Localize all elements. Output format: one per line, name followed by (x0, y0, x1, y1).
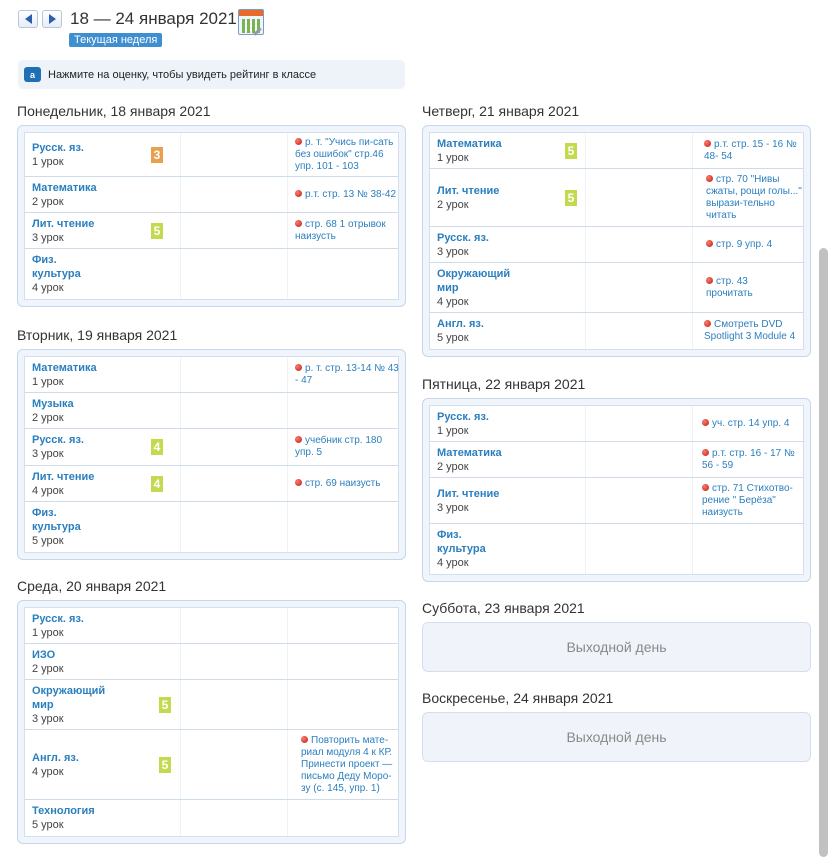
lesson-row (25, 249, 398, 299)
day-title: Понедельник, 18 января 2021 (17, 103, 211, 119)
arrow-right-icon (49, 14, 56, 24)
lesson-number: 1 урок (32, 626, 64, 639)
subject-link[interactable]: Математика (437, 446, 502, 459)
homework-dot-icon (706, 240, 713, 247)
subject-link[interactable]: Русск. яз. (32, 141, 84, 154)
homework-link[interactable]: стр. 70 "Нивы сжаты, рощи голы..." вырази-тельно читать (706, 173, 802, 221)
homework-dot-icon (295, 220, 302, 227)
homework-link[interactable]: стр. 69 наизусть (295, 478, 400, 490)
lessons-box (422, 125, 811, 357)
rating-hint-banner (18, 60, 405, 89)
lesson-number: 3 урок (32, 448, 64, 460)
subject-link[interactable]: Русск. яз. (32, 434, 84, 446)
lesson-row (25, 730, 398, 800)
calendar-icon[interactable] (238, 9, 264, 35)
lesson-number: 2 урок (32, 411, 64, 424)
lesson-number: 1 урок (32, 375, 64, 388)
lesson-row (430, 169, 803, 227)
subject-link[interactable]: Математика (437, 137, 502, 150)
lesson-row (25, 680, 398, 730)
lesson-row (25, 466, 398, 502)
subject-link[interactable]: Русск. яз. (32, 612, 84, 625)
day-off-box: Выходной день (422, 622, 811, 672)
lesson-number: 4 урок (437, 557, 469, 569)
day-saturday (422, 598, 811, 672)
subject-link[interactable]: Лит. чтение (437, 184, 500, 197)
homework-dot-icon (295, 479, 302, 486)
homework-dot-icon (706, 175, 713, 182)
lesson-number: 2 урок (437, 460, 469, 473)
homework-dot-icon (295, 436, 302, 443)
lesson-row (25, 177, 398, 213)
week-range-title: 18 — 24 января 2021 (70, 9, 237, 28)
next-week-button[interactable] (42, 10, 62, 28)
homework-link[interactable]: р.т. стр. 15 - 16 № 48- 54 (704, 138, 797, 162)
lesson-row (25, 502, 398, 552)
homework-dot-icon (704, 140, 711, 147)
homework-link[interactable]: стр. 68 1 отрывок наизусть (295, 218, 386, 242)
subject-link[interactable]: Англ. яз. (32, 751, 79, 764)
subject-link[interactable]: Лит. чтение (32, 470, 95, 483)
subject-link[interactable]: Англ. яз. (437, 318, 484, 330)
lesson-number: 4 урок (32, 282, 64, 294)
grade-mark[interactable]: 4 (151, 476, 163, 492)
homework-link[interactable]: р. т. стр. 13-14 № 43 - 47 (295, 362, 399, 386)
subject-link[interactable]: Физ. культура (437, 529, 486, 555)
subject-link[interactable]: Русск. яз. (437, 231, 489, 244)
subject-link[interactable]: Технология (32, 805, 95, 817)
lessons-box (17, 125, 406, 307)
day-monday (17, 101, 406, 307)
day-tuesday (17, 325, 406, 560)
lesson-row (430, 442, 803, 478)
app-logo-icon: a (24, 67, 41, 82)
lesson-row (25, 429, 398, 466)
lesson-row (430, 406, 803, 442)
lessons-box (17, 349, 406, 560)
lesson-number: 3 урок (32, 712, 64, 725)
lessons-box (422, 398, 811, 582)
day-title: Пятница, 22 января 2021 (422, 376, 586, 392)
subject-link[interactable]: Окружающий мир (437, 267, 511, 294)
homework-dot-icon (702, 419, 709, 426)
current-week-badge[interactable]: Текущая неделя (69, 33, 162, 47)
subject-link[interactable]: Русск. яз. (437, 410, 489, 423)
day-title: Суббота, 23 января 2021 (422, 600, 585, 616)
homework-dot-icon (295, 190, 302, 197)
rating-hint-text: Нажмите на оценку, чтобы увидеть рейтинг в классе (48, 68, 317, 81)
grade-mark[interactable]: 4 (151, 439, 163, 455)
day-title: Четверг, 21 января 2021 (422, 103, 580, 119)
lesson-row (25, 133, 398, 177)
lesson-row (25, 800, 398, 836)
subject-link[interactable]: Физ. культура (32, 254, 81, 280)
day-friday (422, 374, 811, 582)
homework-link[interactable]: стр. 43 прочитать (706, 275, 753, 299)
grade-mark[interactable]: 5 (159, 757, 171, 773)
lesson-number: 2 урок (32, 195, 64, 208)
lesson-number: 2 урок (32, 662, 64, 675)
day-title: Среда, 20 января 2021 (17, 578, 167, 594)
homework-dot-icon (295, 364, 302, 371)
grade-mark[interactable]: 5 (151, 223, 163, 239)
homework-link[interactable]: стр. 71 Стихотво-рение " Берёза" наизусть (702, 482, 793, 518)
lesson-number: 4 урок (32, 765, 64, 778)
homework-link[interactable]: р.т. стр. 16 - 17 № 56 - 59 (702, 447, 795, 471)
subject-link[interactable]: Математика (32, 361, 97, 374)
lesson-row (430, 227, 803, 263)
subject-link[interactable]: Музыка (32, 397, 74, 410)
grade-mark[interactable]: 5 (565, 143, 577, 159)
homework-link[interactable]: стр. 9 упр. 4 (706, 239, 806, 251)
lesson-row (25, 213, 398, 249)
lesson-row (430, 478, 803, 524)
homework-link[interactable]: Повторить мате-риал модуля 4 к КР. Принести проект — письмо Деду Моро-зу (с. 145, упр. 1) (301, 734, 393, 794)
lesson-number: 2 урок (437, 198, 469, 211)
lesson-number: 4 урок (437, 295, 469, 308)
grade-mark[interactable]: 5 (159, 697, 171, 713)
homework-link[interactable]: учебник стр. 180 упр. 5 (295, 435, 383, 458)
lesson-number: 1 урок (32, 155, 64, 168)
homework-dot-icon (706, 277, 713, 284)
grade-mark[interactable]: 5 (565, 190, 577, 206)
scrollbar[interactable] (819, 248, 828, 857)
homework-link[interactable]: Смотреть DVD Spotlight 3 Module 4 (704, 319, 796, 342)
lesson-row (25, 357, 398, 393)
lesson-number: 1 урок (437, 424, 469, 437)
grade-mark[interactable]: 3 (151, 147, 163, 163)
day-thursday (422, 101, 811, 357)
subject-link[interactable]: Лит. чтение (32, 217, 95, 230)
homework-dot-icon (704, 320, 711, 327)
day-wednesday (17, 576, 406, 844)
lesson-row (430, 524, 803, 574)
subject-link[interactable]: ИЗО (32, 648, 56, 661)
lesson-number: 5 урок (437, 332, 469, 344)
lesson-number: 3 урок (437, 501, 469, 514)
lesson-row (430, 313, 803, 349)
subject-link[interactable]: Математика (32, 181, 97, 194)
homework-dot-icon (301, 736, 308, 743)
subject-link[interactable]: Физ. культура (32, 507, 81, 533)
lesson-row (25, 608, 398, 644)
homework-dot-icon (702, 449, 709, 456)
homework-link[interactable]: уч. стр. 14 упр. 4 (702, 418, 802, 430)
lesson-number: 4 урок (32, 484, 64, 497)
subject-link[interactable]: Лит. чтение (437, 487, 500, 500)
homework-link[interactable]: р. т. "Учись пи-сать без ошибок" стр.46 упр. 101 - 103 (295, 136, 394, 172)
day-off-box: Выходной день (422, 712, 811, 762)
homework-dot-icon (702, 484, 709, 491)
day-title: Воскресенье, 24 января 2021 (422, 690, 614, 706)
lesson-number: 3 урок (437, 245, 469, 258)
lesson-row (25, 644, 398, 680)
lesson-row (25, 393, 398, 429)
homework-link[interactable]: р.т. стр. 13 № 38-42 (295, 189, 400, 201)
lesson-row (430, 133, 803, 169)
prev-week-button[interactable] (18, 10, 38, 28)
lesson-number: 5 урок (32, 819, 64, 831)
lesson-number: 5 урок (32, 535, 64, 547)
lesson-number: 3 урок (32, 231, 64, 244)
day-sunday (422, 688, 811, 762)
homework-dot-icon (295, 138, 302, 145)
arrow-left-icon (25, 14, 32, 24)
day-title: Вторник, 19 января 2021 (17, 327, 178, 343)
subject-link[interactable]: Окружающий мир (32, 684, 106, 711)
lesson-number: 1 урок (437, 151, 469, 164)
lesson-row (430, 263, 803, 313)
lessons-box (17, 600, 406, 844)
